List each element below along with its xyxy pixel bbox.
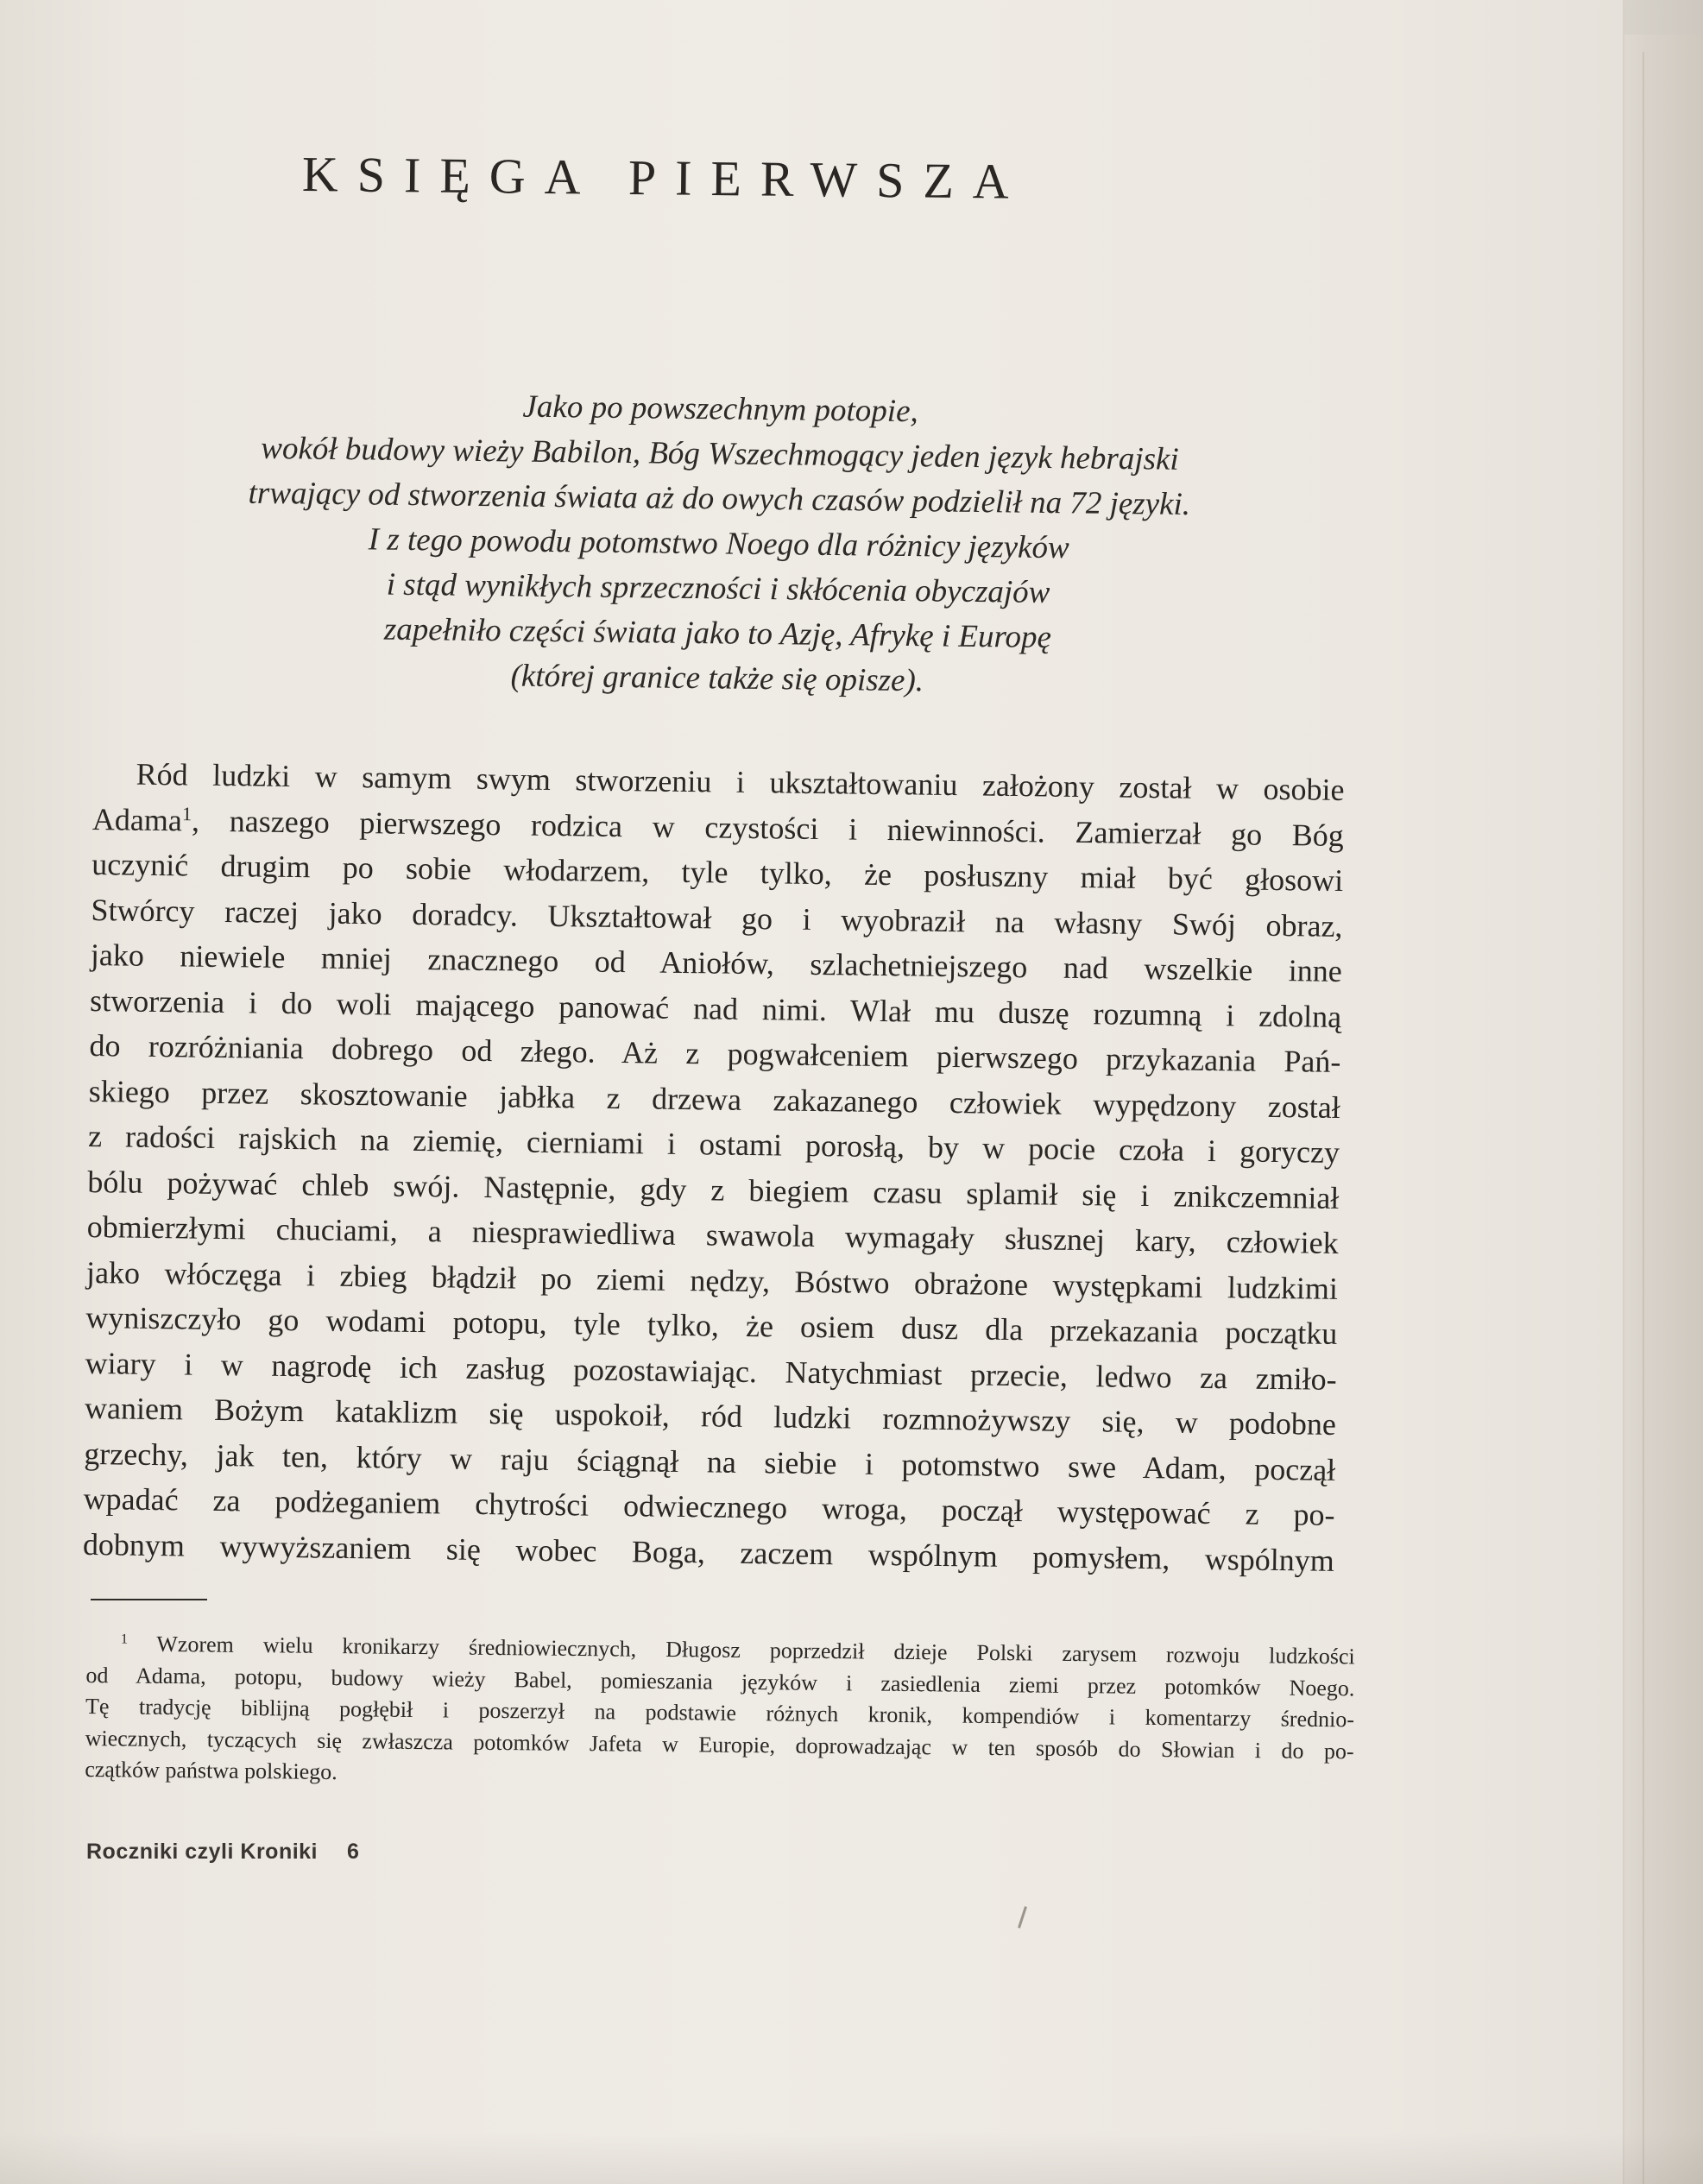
footnote: [85, 1628, 1355, 1799]
footnote-line: czątków państwa polskiego.: [85, 1756, 337, 1785]
signature-number: 6: [347, 1840, 360, 1864]
signature-label: Roczniki czyli Kroniki: [86, 1840, 319, 1864]
epigraph-line: I z tego powodu potomstwo Noego dla różnicy języków: [368, 521, 1069, 566]
body-line: obmierzłymi chuciami, a niesprawiedliwa swawola wymagały słusznej kary, człowiek: [86, 1209, 1339, 1260]
footnote-reference: 1: [181, 802, 192, 824]
body-line: do rozróżniania dobrego od złego. Aż z pogwałceniem pierwszego przykazania Pań-: [89, 1027, 1341, 1079]
body-text-fragment: , naszego pierwszego rodzica w czystości i niewinności. Zamierzał go Bóg: [191, 803, 1345, 853]
body-line: wyniszczyło go wodami potopu, tyle tylko, że osiem dusz dla przekazania początku: [85, 1299, 1338, 1351]
body-line: wpadać za podżeganiem chytrości odwiecznego wroga, począł występować z po-: [83, 1480, 1335, 1532]
body-line: Ród ludzki w samym swym stworzeniu i ukształtowaniu założony został w osobie: [136, 756, 1345, 807]
epigraph-line: (której granice także się opisze).: [510, 658, 924, 699]
body-line: jako włóczęga i zbieg błądził po ziemi nędzy, Bóstwo obrażone występkami ludzkimi: [85, 1254, 1339, 1306]
body-line: stworzenia i do woli mającego panować nad nimi. Wlał mu duszę rozumną i zdolną: [89, 982, 1342, 1034]
body-line: Stwórcy raczej jako doradcy. Ukształtował go i wyobraził na własny Swój obraz,: [91, 892, 1343, 944]
body-line: bólu pożywać chleb swój. Następnie, gdy z biegiem czasu splamił się i znikczemniał: [87, 1164, 1340, 1215]
footnote-marker: 1: [120, 1632, 129, 1647]
pencil-mark: [1018, 1906, 1027, 1928]
footnote-text: Wzorem wielu kronikarzy średniowiecznych, Długosz poprzedził dzieje Polski zarysem rozwoju ludzkości: [156, 1631, 1355, 1670]
epigraph-line: wokół budowy wieży Babilon, Bóg Wszechmogący jeden język hebrajski: [261, 430, 1179, 477]
body-line: uczynić drugim po sobie włodarzem, tyle tylko, że posłuszny miał być głosowi: [91, 846, 1344, 898]
chapter-title: KSIĘGA PIERWSZA: [301, 146, 1029, 210]
body-line: wiary i w nagrodę ich zasług pozostawiając. Natychmiast przecie, ledwo za zmiło-: [85, 1345, 1337, 1397]
epigraph-line: i stąd wynikłych sprzeczności i skłócenia obyczajów: [386, 566, 1050, 611]
photo-shadow: [0, 2132, 1703, 2184]
body-line: waniem Bożym kataklizm się uspokoił, ród ludzki rozmnożywszy się, w podobne: [84, 1390, 1337, 1442]
epigraph-line: trwający od stworzenia świata aż do owych czasów podzielił na 72 języki.: [248, 475, 1191, 523]
body-line: dobnym wywyższaniem się wobec Boga, zaczem wspólnym pomysłem, wspólnym: [82, 1526, 1335, 1578]
footnote-line: wiecznych, tyczących się zwłaszcza potomków Jafeta w Europie, doprowadzając w ten sposób do Słowian i do po-: [85, 1725, 1354, 1764]
footnote-line: od Adama, potopu, budowy wieży Babel, pomieszania języków i zasiedlenia ziemi przez potomków Noego.: [85, 1662, 1355, 1701]
body-line: grzechy, jak ten, który w raju ściągnął na siebie i potomstwo swe Adam, począł: [84, 1436, 1336, 1487]
footnote-line: Tę tradycję biblijną pogłębił i poszerzył na podstawie różnych kronik, kompendiów i komentarzy średnio-: [85, 1693, 1355, 1733]
epigraph-line: Jako po powszechnym potopie,: [522, 388, 919, 430]
epigraph-line: zapełniło części świata jako to Azję, Afrykę i Europę: [383, 611, 1052, 656]
body-text-fragment: Adama: [91, 801, 183, 837]
body-line: jako niewiele mniej znacznego od Aniołów, szlachetniejszego nad wszelkie inne: [90, 937, 1343, 988]
epigraph: [126, 380, 1312, 709]
footnote-divider: [91, 1599, 207, 1600]
printer-signature: [86, 1840, 359, 1865]
body-line: skiego przez skosztowanie jabłka z drzewa zakazanego człowiek wypędzony został: [88, 1073, 1340, 1125]
body-line: z radości rajskich na ziemię, cierniami i ostami porosłą, by w pocie czoła i goryczy: [87, 1118, 1340, 1170]
body-paragraph: [83, 751, 1345, 1583]
